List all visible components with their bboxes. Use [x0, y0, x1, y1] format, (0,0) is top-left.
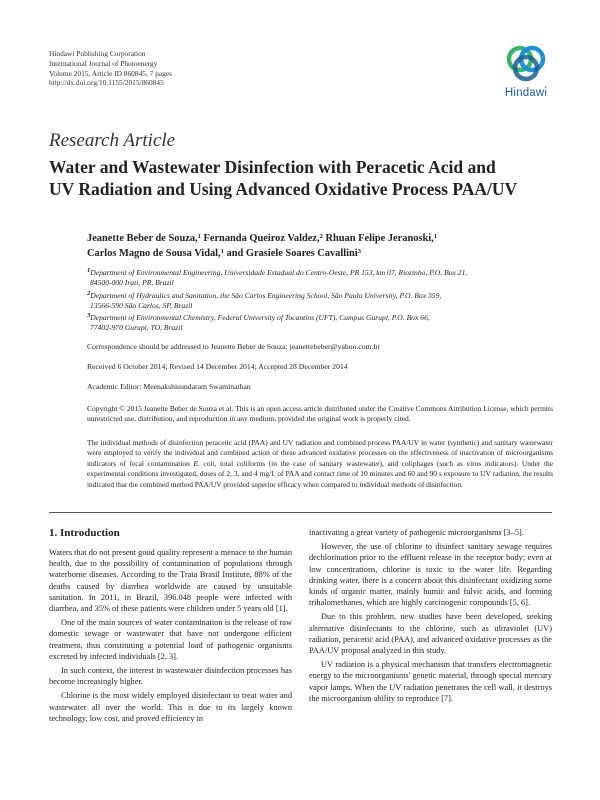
correspondence: Correspondence should be addressed to Jeanette Beber de Souza; jeanettebeber@yahoo.com.br [87, 342, 380, 351]
author-name: Carlos Magno de Sousa Vidal, [87, 248, 221, 259]
affiliation-text: Department of Hydraulics and Sanitation, the São Carlos Engineering School, São Paulo University, P.O. Box 359, [90, 291, 442, 300]
doi-link[interactable]: http://dx.doi.org/10.1155/2015/860845 [49, 78, 164, 88]
affiliation-mark: 1 [220, 248, 224, 255]
hindawi-logo-icon [504, 44, 548, 84]
affiliation-text: 84500-000 Irati, PR, Brazil [90, 277, 174, 287]
article-type: Research Article [49, 130, 176, 151]
title-line-1: Water and Wastewater Disinfection with Peracetic Acid and [49, 157, 496, 177]
body-column-left [49, 527, 292, 727]
affiliation-mark: 1 [433, 233, 437, 240]
logo-wordmark: Hindawi [504, 87, 548, 99]
section-divider [49, 512, 552, 513]
body-paragraph: Waters that do not present good quality represent a menace to the human health, due to the possibility of contamination of populations through waterborne diseases. According to the Trata Brasil Institute, 88% of the deaths caused by diarrhea worldwide are caused by unsuitable sanitation. In 2011, in Brazil, 396.048 people were infected with diarrhea, and 35% of these patients were children under 5 years old [1]. [49, 548, 292, 614]
affiliation-mark: 1 [197, 233, 201, 240]
abstract-text: , total coliforms (in the case of sanitary wastewater), and coliphages (such as virus indicators). Under the experimental conditions investigated, doses of 2, 3, and 4 mg/L of PAA and contact time of 10 minutes and 60 and 90 s exposure to UV radiation, the results indicated that the combined method PAA/UV provided superior efficacy when compared to individual methods of disinfection. [87, 458, 554, 489]
abstract-text: The individual methods of disinfection peracetic acid (PAA) and UV radiation and combined process PAA/UV in water (synthetic) and sanitary wastewater were employed to verify the individual and combined action of these advanced oxidative processes on the effectiveness of inactivation of microorganisms indicators of fecal contamination [87, 438, 553, 468]
journal-header [49, 49, 172, 88]
affiliation-text: Department of Environmental Engineering, Universidade Estadual do Centro-Oeste, PR 153, km 07, Riozinho, P.O. Box 21, [90, 268, 468, 277]
body-column-right [309, 527, 552, 707]
affiliation-mark: 2 [319, 233, 323, 240]
body-paragraph: Chlorine is the most widely employed disinfectant to treat water and wastewater all over the world. This is due to its largely known technology, low cost, and proved efficiency in [49, 691, 292, 723]
hindawi-logo [498, 44, 554, 99]
author-list [87, 231, 557, 261]
affiliation-text: 13566-590 São Carlos, SP, Brazil [90, 300, 193, 310]
abstract [87, 438, 553, 490]
affiliation-number: 1 [87, 267, 91, 274]
author-name: Jeanette Beber de Souza, [87, 233, 198, 244]
body-paragraph: Due to this problem, new studies have been developed, seeking alternative disinfectants to the chlorine, such as ultraviolet (UV) radiation, peracetic acid (PAA), and advanced oxidative processes as the PAA/UV proposal analyzed in this study. [309, 612, 552, 656]
academic-editor: Academic Editor: Meenakshisundaram Swaminathan [87, 382, 251, 391]
title-line-2: UV Radiation and Using Advanced Oxidative Process PAA/UV [49, 179, 518, 199]
author-name: and Grasiele Soares Cavallini [226, 248, 358, 259]
affiliation-mark: 3 [357, 248, 361, 255]
affiliation-text: 77402-970 Gurupi, TO, Brazil [90, 322, 183, 332]
journal-name-line: International Journal of Photoenergy [49, 58, 158, 68]
publisher-line: Hindawi Publishing Corporation [49, 49, 146, 58]
body-paragraph: However, the use of chlorine to disinfect sanitary sewage requires dechlorination prior to the effluent release in the receptor body; even at low concentrations, chlorine is toxic to the water life. Regarding drinking water, there is a concern about this disinfectant oxidizing some kinds of organic matter, mainly humic and fulvic acids, and forming trihalomethanes, which are highly carcinogenic compounds [5, 6]. [309, 542, 552, 608]
author-name: Rhuan Felipe Jeranoski, [325, 233, 434, 244]
section-heading: 1. Introduction [49, 527, 120, 539]
body-paragraph: In such context, the interest in wastewater disinfection processes has become increasingly higher. [49, 666, 292, 687]
abstract-species: E. coli [193, 458, 215, 468]
body-paragraph: One of the main sources of water contamination is the release of raw domestic sewage or wastewater that have not undergone efficient treatment, thus constituting a potential load of pathogenic organisms excreted by infected individuals [2, 3]. [49, 618, 292, 661]
author-name: Fernanda Queiroz Valdez, [203, 233, 320, 244]
paper-title [49, 156, 559, 200]
affiliation-3 [87, 313, 557, 333]
copyright-notice: Copyright © 2015 Jeanette Beber de Souza et al. This is an open access article distributed under the Creative Commons Attribution License, which permits unrestricted use, distribution, and reproduction in any medium, provided the original work is properly cited. [87, 404, 553, 424]
volume-line: Volume 2015, Article ID 860845, 7 pages [49, 68, 173, 78]
affiliation-1 [87, 268, 557, 288]
affiliation-number: 2 [87, 290, 91, 297]
body-paragraph: inactivating a great variety of pathogenic microorganisms [3–5]. [309, 528, 524, 537]
affiliation-text: Department of Environmental Chemistry, Federal University of Tocantins (UFT), Campus Gurupi, P.O. Box 66, [90, 313, 430, 322]
affiliation-2 [87, 291, 557, 311]
affiliation-number: 3 [87, 312, 91, 319]
received-dates: Received 6 October 2014; Revised 14 December 2014; Accepted 28 December 2014 [87, 362, 348, 371]
body-paragraph: UV radiation is a physical mechanism that transfers electromagnetic energy to the microorganisms' genetic material, through special mercury vapor lamps. When the UV radiation penetrates the cell wall, it destroys the microorganism ability to reproduce [7]. [309, 660, 552, 703]
